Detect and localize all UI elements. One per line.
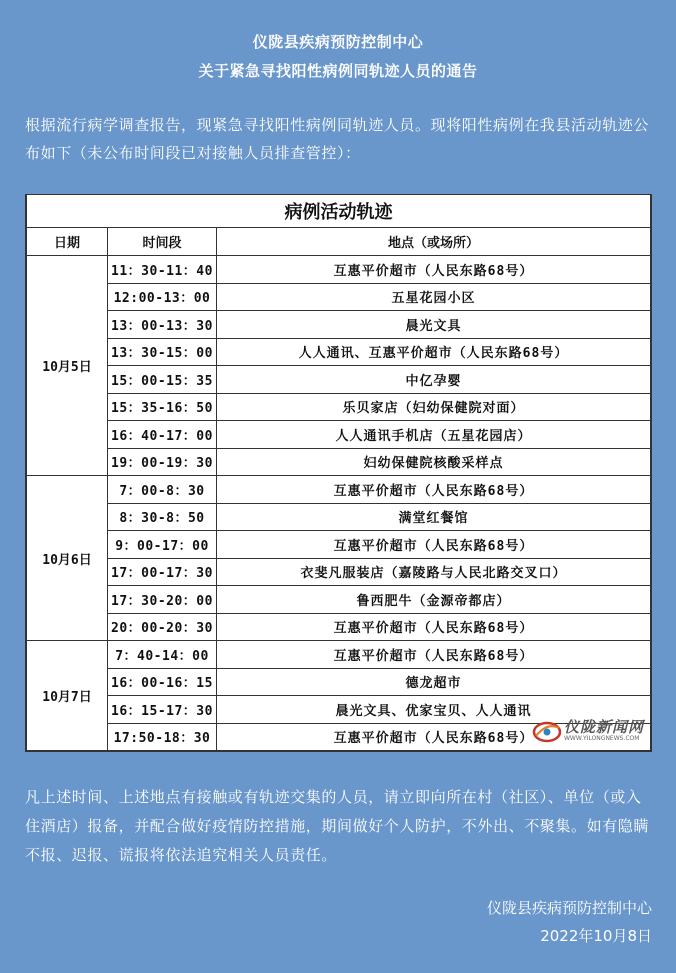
time-cell: 7：40-14：00 <box>108 641 217 669</box>
table-row <box>27 338 651 366</box>
time-cell: 9：00-17：00 <box>108 531 217 559</box>
notice-title: 关于紧急寻找阳性病例同轨迹人员的通告 <box>198 62 478 80</box>
header-date: 日期 <box>27 228 108 256</box>
table-row <box>27 613 651 641</box>
time-cell: 15：00-15：35 <box>108 366 217 394</box>
time-cell: 17:50-18：30 <box>108 723 217 751</box>
place-cell: 五星花园小区 <box>217 283 651 311</box>
trajectory-table-container <box>25 194 652 752</box>
notice-paragraph: 凡上述时间、上述地点有接触或有轨迹交集的人员，请立即向所在村（社区）、单位（或入住酒店）报备，并配合做好疫情防控措施，期间做好个人防护，不外出、不聚集。如有隐瞒不报、迟报、谎报将依法追究相关人员责任。 <box>25 788 650 864</box>
place-cell: 人人通讯、互惠平价超市（人民东路68号） <box>217 338 651 366</box>
header-time: 时间段 <box>108 228 217 256</box>
trajectory-table <box>26 195 651 751</box>
watermark-name: 仪陇新闻网 <box>564 718 645 736</box>
place-cell: 满堂红餐馆 <box>217 503 651 531</box>
signature-date: 2022年10月8日 <box>540 927 652 945</box>
time-cell: 7：00-8：30 <box>108 476 217 504</box>
place-cell: 德龙超市 <box>217 668 651 696</box>
table-row <box>27 448 651 476</box>
time-cell: 15：35-16：50 <box>108 393 217 421</box>
place-cell: 鲁西肥牛（金源帝都店） <box>217 586 651 614</box>
signature-org: 仪陇县疾病预防控制中心 <box>486 899 652 917</box>
time-cell: 19：00-19：30 <box>108 448 217 476</box>
table-row <box>27 366 651 394</box>
place-cell: 互惠平价超市（人民东路68号） <box>217 641 651 669</box>
table-row <box>27 586 651 614</box>
table-row <box>27 311 651 339</box>
watermark-url: WWW.YILONGNEWS.COM <box>564 735 640 742</box>
intro-paragraph: 根据流行病学调查报告，现紧急寻找阳性病例同轨迹人员。现将阳性病例在我县活动轨迹公布如下（未公布时间段已对接触人员排查管控）： <box>25 116 650 162</box>
place-cell: 互惠平价超市（人民东路68号） <box>217 613 651 641</box>
place-cell: 晨光文具 <box>217 311 651 339</box>
time-cell: 12:00-13：00 <box>108 283 217 311</box>
place-cell: 晨光文具、优家宝贝、人人通讯 <box>217 696 651 724</box>
table-row <box>27 503 651 531</box>
time-cell: 20：00-20：30 <box>108 613 217 641</box>
table-row <box>27 256 651 284</box>
yilong-news-logo-icon <box>532 718 562 744</box>
time-cell: 16：40-17：00 <box>108 421 217 449</box>
table-row <box>27 476 651 504</box>
table-row <box>27 393 651 421</box>
date-cell: 10月7日 <box>27 641 108 751</box>
time-cell: 13：30-15：00 <box>108 338 217 366</box>
time-cell: 13：00-13：30 <box>108 311 217 339</box>
table-body <box>27 256 651 751</box>
table-row <box>27 531 651 559</box>
place-cell: 互惠平价超市（人民东路68号） <box>217 723 651 751</box>
place-cell: 中亿孕婴 <box>217 366 651 394</box>
time-cell: 16：15-17：30 <box>108 696 217 724</box>
time-cell: 8：30-8：50 <box>108 503 217 531</box>
time-cell: 11：30-11：40 <box>108 256 217 284</box>
place-cell: 互惠平价超市（人民东路68号） <box>217 476 651 504</box>
table-row <box>27 558 651 586</box>
time-cell: 17：30-20：00 <box>108 586 217 614</box>
time-cell: 17：00-17：30 <box>108 558 217 586</box>
place-cell: 乐贝家店（妇幼保健院对面） <box>217 393 651 421</box>
table-row <box>27 421 651 449</box>
table-row <box>27 283 651 311</box>
header-place: 地点（或场所） <box>217 228 651 256</box>
place-cell: 互惠平价超市（人民东路68号） <box>217 531 651 559</box>
place-cell: 互惠平价超市（人民东路68号） <box>217 256 651 284</box>
table-caption: 病例活动轨迹 <box>27 195 651 228</box>
watermark <box>532 716 650 746</box>
table-row <box>27 641 651 669</box>
org-title: 仪陇县疾病预防控制中心 <box>252 33 424 51</box>
time-cell: 16：00-16：15 <box>108 668 217 696</box>
place-cell: 衣斐凡服装店（嘉陵路与人民北路交叉口） <box>217 558 651 586</box>
date-cell: 10月6日 <box>27 476 108 641</box>
place-cell: 人人通讯手机店（五星花园店） <box>217 421 651 449</box>
table-row <box>27 668 651 696</box>
place-cell: 妇幼保健院核酸采样点 <box>217 448 651 476</box>
date-cell: 10月5日 <box>27 256 108 476</box>
